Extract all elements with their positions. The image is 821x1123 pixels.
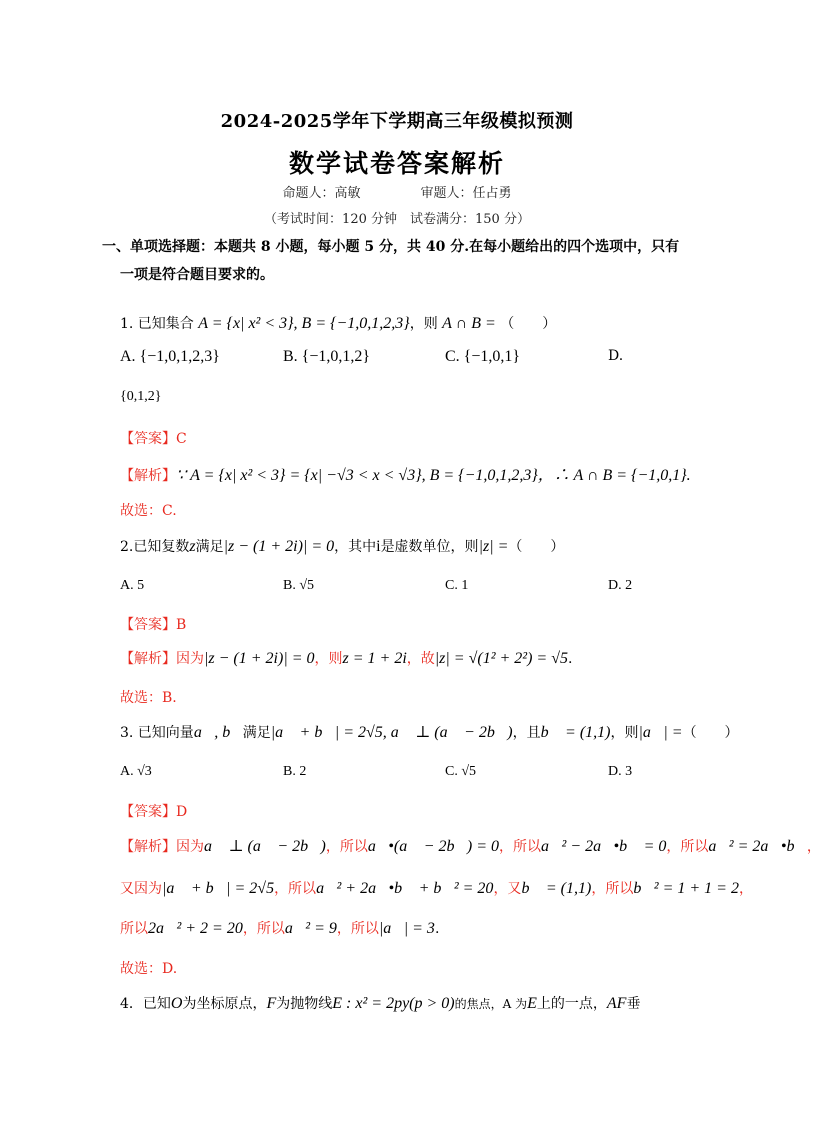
q1-math2: A ∩ B = [442, 315, 496, 332]
q3-solution-line-1: 【解析】因为a⃗ ⊥ (a⃗ − 2b⃗)，所以a⃗•(a⃗ − 2b⃗) = 0，所以a⃗² − 2a⃗•b⃗ = 0，所以a⃗² = 2a⃗•b⃗， [120, 838, 821, 855]
section-heading [102, 233, 680, 289]
q2-solution: 【解析】因为|z − (1 + 2i)| = 0，则z = 1 + 2i，故|z| = √(1² + 2²) = √5. [120, 650, 573, 667]
q1-option-d: D. [608, 348, 624, 364]
q1-prefix: 1. 已知集合 [120, 316, 194, 332]
q2-option-a: A. 5 [120, 578, 145, 593]
q2-conclusion: 故选：B. [120, 690, 177, 706]
q2-option-b: B. √5 [283, 578, 315, 593]
reviewer: 审题人：任占勇 [420, 186, 512, 201]
q1-solution: 【解析】∵ A = {x| x² < 3} = {x| −√3 < x < √3}, B = {−1,0,1,2,3}，∴ A ∩ B = {−1,0,1}. [120, 467, 691, 484]
q1-blank: （ ） [500, 316, 557, 332]
exam-title: 2024-2025学年下学期高三年级模拟预测 [220, 111, 574, 132]
q3-option-a: A. √3 [120, 764, 152, 779]
q1-conclusion: 故选：C. [120, 503, 177, 519]
q1-suffix: ，则 [409, 316, 438, 332]
exam-subtitle: 数学试卷答案解析 [288, 149, 505, 178]
q1-math: A = {x| x² < 3}, B = {−1,0,1,2,3} [198, 315, 410, 332]
section-line-1: 一、单项选择题：本题共 8 小题，每小题 5 分，共 40 分.在每小题给出的四个选项中，只有 [102, 239, 680, 255]
q1-option-b: B. {−1,0,1,2} [283, 348, 371, 365]
question-3: 3. 已知向量a⃗, b⃗满足|a⃗ + b⃗| = 2√5, a⃗ ⊥ (a⃗ − 2b⃗)，且b⃗ = (1,1)，则|a⃗| =（ ） [120, 724, 739, 741]
q3-solution-line-2: 又因为|a⃗ + b⃗| = 2√5，所以a⃗² + 2a⃗•b⃗ + b⃗² = 20，又b⃗ = (1,1)，所以b⃗² = 1 + 1 = 2， [120, 880, 753, 897]
author-line [0, 182, 794, 201]
q2-answer: 【答案】B [120, 617, 187, 633]
q3-option-b: B. 2 [283, 764, 307, 779]
q1-option-d-value: {0,1,2} [120, 389, 162, 404]
exam-info: （考试时间：120 分钟 试卷满分：150 分） [264, 212, 530, 227]
q2-option-d: D. 2 [608, 578, 633, 593]
q1-option-c: C. {−1,0,1} [445, 348, 521, 365]
author: 命题人：高敏 [282, 186, 361, 201]
q3-answer: 【答案】D [120, 804, 188, 820]
q1-answer: 【答案】C [120, 431, 187, 447]
q3-option-c: C. √5 [445, 764, 477, 779]
q3-conclusion: 故选：D. [120, 961, 178, 977]
question-4: 4．已知O为坐标原点，F为抛物线E : x² = 2py(p > 0)的焦点，A 为E上的一点，AF垂 [120, 995, 641, 1012]
question-1 [120, 313, 556, 333]
q3-option-d: D. 3 [608, 764, 633, 779]
q3-solution-line-3: 所以2a⃗² + 2 = 20，所以a⃗² = 9，所以|a⃗| = 3. [120, 920, 440, 937]
section-line-2: 一项是符合题目要求的。 [120, 267, 274, 283]
question-2: 2.已知复数z满足|z − (1 + 2i)| = 0，其中i是虚数单位，则|z| =（ ） [120, 538, 565, 555]
q2-option-c: C. 1 [445, 578, 469, 593]
q1-option-a: A. {−1,0,1,2,3} [120, 348, 220, 365]
